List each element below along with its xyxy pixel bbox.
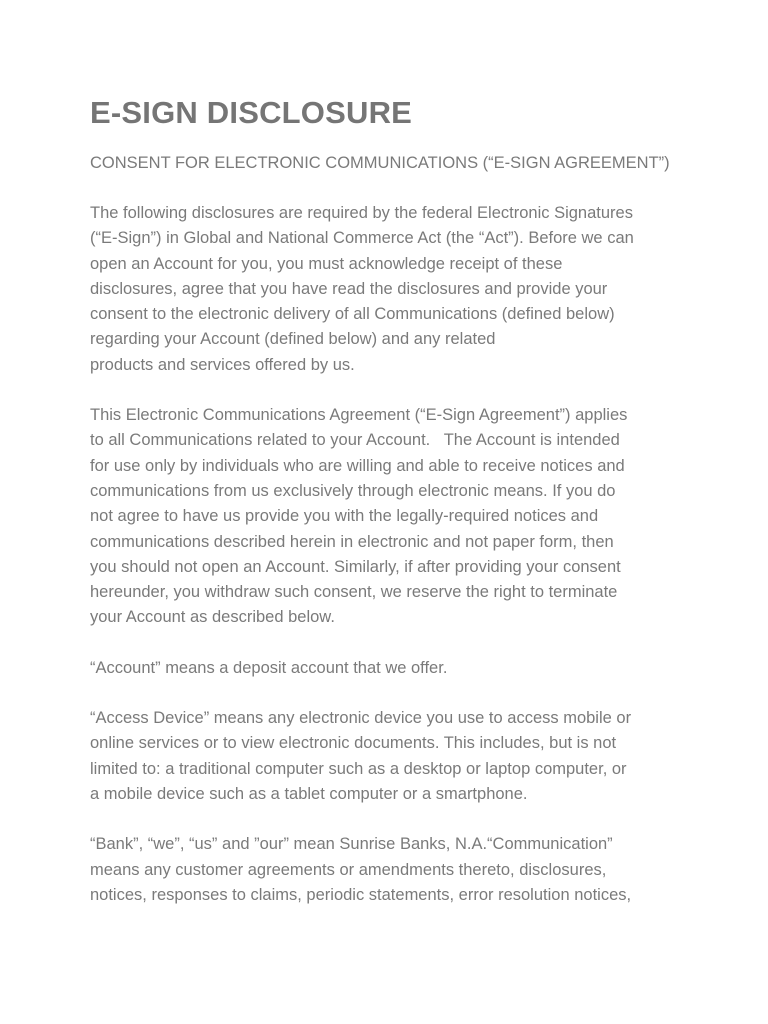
paragraph-line: “Access Device” means any electronic device you use to access mobile or (90, 709, 632, 728)
paragraph-intro (90, 201, 678, 378)
paragraph-line: limited to: a traditional computer such as a desktop or laptop computer, or (90, 759, 627, 778)
paragraph-line: not agree to have us provide you with the legally-required notices and (90, 507, 599, 526)
paragraph-line: hereunder, you withdraw such consent, we reserve the right to terminate (90, 583, 618, 602)
paragraph-line: consent to the electronic delivery of all Communications (defined below) (90, 305, 615, 324)
paragraph-line: open an Account for you, you must acknowledge receipt of these (90, 254, 563, 273)
document-title: E-SIGN DISCLOSURE (90, 95, 413, 130)
paragraph-agreement-scope (90, 403, 678, 631)
document-subtitle: CONSENT FOR ELECTRONIC COMMUNICATIONS (“E-SIGN AGREEMENT”) (90, 154, 670, 172)
paragraph-line: your Account as described below. (90, 608, 335, 627)
paragraph-account-definition (90, 656, 678, 681)
paragraph-line: “Account” means a deposit account that we offer. (90, 658, 448, 677)
paragraph-line: The following disclosures are required by the federal Electronic Signatures (90, 204, 633, 222)
paragraph-line: notices, responses to claims, periodic statements, error resolution notices, (90, 885, 632, 904)
paragraph-line: “Bank”, “we”, “us” and ”our” mean Sunrise Banks, N.A.“Communication” (90, 835, 613, 854)
paragraph-line: (“E-Sign”) in Global and National Commerce Act (the “Act”). Before we can (90, 229, 634, 248)
paragraph-line: communications described herein in electronic and not paper form, then (90, 532, 614, 551)
paragraph-line: means any customer agreements or amendments thereto, disclosures, (90, 860, 607, 879)
paragraph-line: regarding your Account (defined below) and any related (90, 330, 496, 349)
paragraph-line: products and services offered by us. (90, 355, 355, 374)
paragraph-line: This Electronic Communications Agreement (“E-Sign Agreement”) applies (90, 406, 628, 425)
paragraph-line: communications from us exclusively through electronic means. If you do (90, 481, 616, 500)
paragraph-line: for use only by individuals who are willing and able to receive notices and (90, 456, 625, 475)
paragraph-line: online services or to view electronic documents. This includes, but is not (90, 734, 617, 753)
paragraph-line: you should not open an Account. Similarly, if after providing your consent (90, 557, 621, 576)
paragraph-line: to all Communications related to your Account. The Account is intended (90, 431, 620, 450)
paragraph-access-device-definition (90, 706, 678, 807)
paragraph-line: a mobile device such as a tablet computer or a smartphone. (90, 784, 528, 803)
paragraph-line: disclosures, agree that you have read the disclosures and provide your (90, 279, 608, 298)
paragraph-bank-definition (90, 832, 678, 908)
